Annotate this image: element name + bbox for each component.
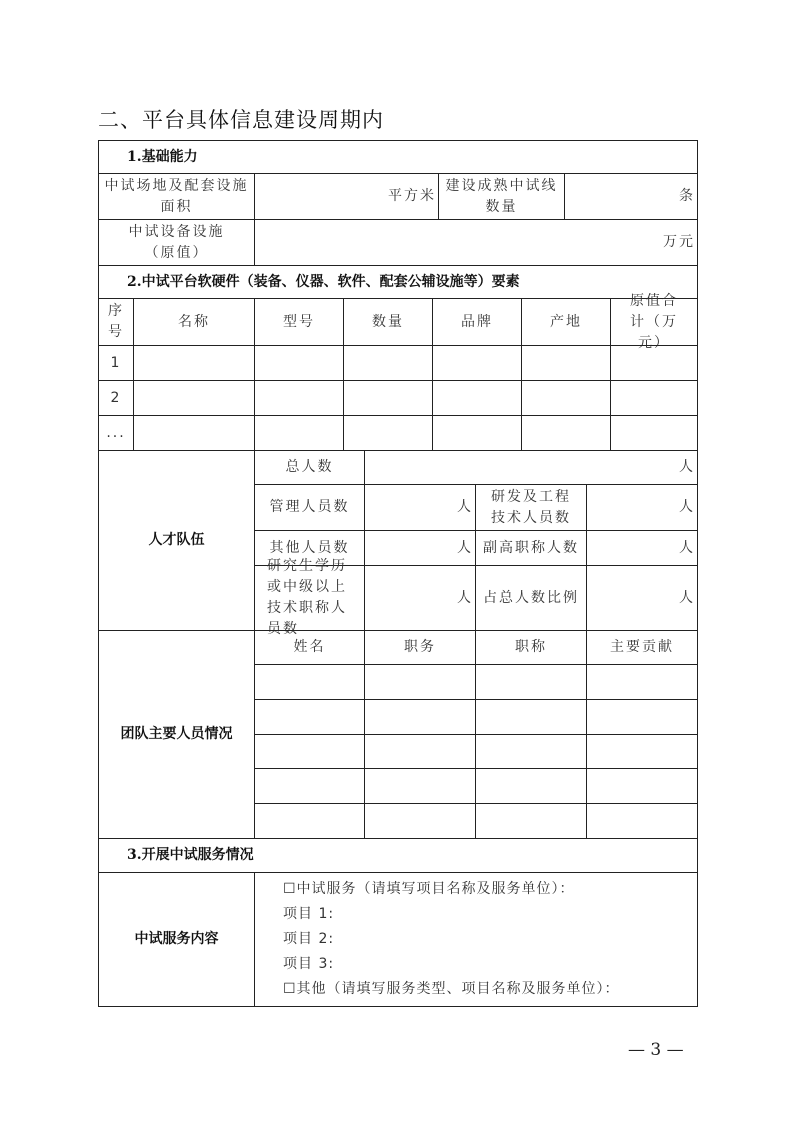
talent-label: 人才队伍 [98,450,255,631]
senior-field[interactable] [586,530,698,566]
table-cell[interactable] [254,734,365,769]
unit-label: 人 [457,499,473,515]
column-header: 产地 [521,298,611,346]
table-cell[interactable] [521,380,611,416]
section1-header: 1.基础能力 [98,140,698,174]
grad-label: 研究生学历或中级以上技术职称人员数 [254,565,365,631]
project-1-line[interactable]: 项目 1: [283,906,335,922]
rd-field[interactable] [586,484,698,531]
column-header: 型号 [254,298,344,346]
table-cell[interactable] [254,664,365,700]
column-header: 序号 [98,298,134,346]
column-header: 主要贡献 [586,630,698,665]
table-cell[interactable] [586,734,698,769]
table-cell[interactable] [432,380,522,416]
row-index: ... [98,415,134,451]
section3-header: 3.开展中试服务情况 [98,838,698,873]
team-label: 团队主要人员情况 [98,630,255,839]
page-number: — 3 — [628,1040,684,1060]
unit-label: 人 [679,459,695,475]
table-cell[interactable] [364,734,476,769]
unit-label: 条 [679,188,695,204]
table-cell[interactable] [521,345,611,381]
table-cell[interactable] [254,415,344,451]
section2-header: 2.中试平台软硬件（装备、仪器、软件、配套公辅设施等）要素 [98,265,698,299]
unit-label: 人 [679,539,695,556]
table-cell[interactable] [475,768,587,804]
table-cell[interactable] [475,803,587,839]
table-cell[interactable] [364,803,476,839]
column-header: 原值合计（万元） [610,298,698,346]
table-cell[interactable] [586,803,698,839]
table-cell[interactable] [254,768,365,804]
table-cell[interactable] [254,345,344,381]
section-title: 二、平台具体信息建设周期内 [98,108,384,132]
table-cell[interactable] [133,380,255,416]
lines-label: 建设成熟中试线数量 [438,173,565,220]
table-cell[interactable] [610,345,698,381]
unit-label: 人 [457,539,473,556]
table-cell[interactable] [586,664,698,700]
table-cell[interactable] [254,699,365,735]
row-index: 1 [98,345,134,381]
table-cell[interactable] [432,415,522,451]
project-2-line[interactable]: 项目 2: [283,931,335,947]
column-header: 姓名 [254,630,365,665]
mgmt-field[interactable] [364,484,476,531]
table-cell[interactable] [364,664,476,700]
table-cell[interactable] [586,768,698,804]
table-cell[interactable] [475,734,587,769]
service-option-pilot[interactable]: ☐中试服务（请填写项目名称及服务单位）： [283,881,575,897]
table-cell[interactable] [133,415,255,451]
table-cell[interactable] [254,380,344,416]
table-cell[interactable] [343,345,433,381]
total-field[interactable] [364,450,698,485]
column-header: 职称 [475,630,587,665]
senior-label: 副高职称人数 [475,530,587,566]
column-header: 品牌 [432,298,522,346]
table-cell[interactable] [364,699,476,735]
ratio-label: 占总人数比例 [475,565,587,631]
grad-field[interactable] [364,565,476,631]
unit-label: 人 [679,589,695,606]
table-cell[interactable] [254,803,365,839]
row-index: 2 [98,380,134,416]
table-cell[interactable] [475,664,587,700]
column-header: 名称 [133,298,255,346]
table-cell[interactable] [475,699,587,735]
service-option-other[interactable]: ☐其他（请填写服务类型、项目名称及服务单位）： [283,981,620,997]
column-header: 职务 [364,630,476,665]
unit-label: 人 [457,589,473,606]
table-cell[interactable] [610,415,698,451]
table-cell[interactable] [364,768,476,804]
equipment-field[interactable] [254,219,698,266]
site-area-field[interactable] [254,173,439,220]
unit-label: 平方米 [388,188,436,204]
table-cell[interactable] [432,345,522,381]
rd-label: 研发及工程技术人员数 [475,484,587,531]
table-cell[interactable] [586,699,698,735]
service-label: 中试服务内容 [98,872,255,1007]
service-content[interactable] [254,872,698,1007]
other-field[interactable] [364,530,476,566]
project-3-line[interactable]: 项目 3: [283,956,335,972]
site-area-label: 中试场地及配套设施面积 [98,173,255,220]
table-cell[interactable] [343,415,433,451]
column-header: 数量 [343,298,433,346]
table-cell[interactable] [610,380,698,416]
lines-field[interactable] [564,173,698,220]
unit-label: 人 [679,499,695,515]
equipment-label: 中试设备设施（原值） [98,219,255,266]
ratio-field[interactable] [586,565,698,631]
table-cell[interactable] [521,415,611,451]
unit-label: 万元 [663,234,695,250]
table-cell[interactable] [133,345,255,381]
total-label: 总人数 [254,450,365,485]
mgmt-label: 管理人员数 [254,484,365,531]
table-cell[interactable] [343,380,433,416]
other-label: 其他人员数 [254,530,365,566]
